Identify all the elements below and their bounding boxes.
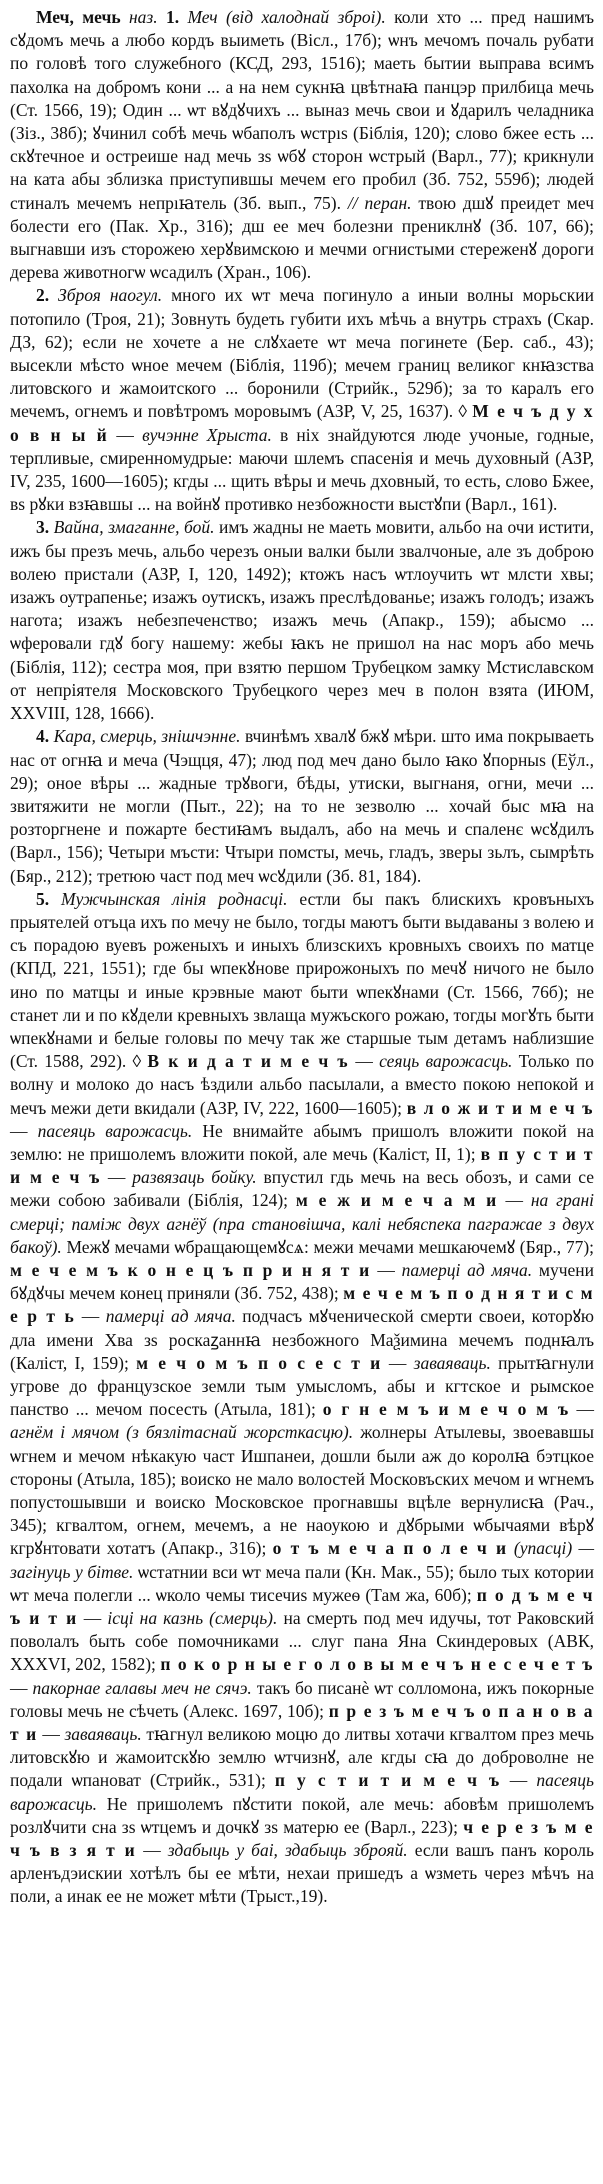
phrase: В к и д а т и м е ч ъ — [147, 1051, 350, 1072]
sense-citations: коли хто ... пред нашимъ сꙋдомъ мечь а любо кордъ выиметь (Вісл., 17б); ѡнъ мечомъ почаль рубати по головѣ того служебного (КСД, 293, 1516); маеть бытии выправа всимъ пахолка на добромъ кони ... а на нем сукнꙗ цвѣтнаꙗ панцэр прилбица мечь (Ст. 1566, 19); Один ... ѡт вꙋдꙋчихъ ... выназ мечь свои и ꙋдарилъ челадника (Зіз., 38б); ꙋчинил собѣ мечь ѡбаполъ ѡстрıѕ (Біблія, 120); слово бжее есть ... скꙋтечное и остреише над мечь зѕ ѡбꙋ сторон ѡстрый (Варл., 77); крикнули на ката абы зблизка приступившы мечем его пробил (Зб. 752, 559б); людей стиналъ мечемъ непрıꙗтель (Зб. вып., 75). — [10, 7, 594, 213]
phrase-dash: — — [576, 1399, 595, 1420]
phrase-citations: жолнеры Атылевы, звоевавшы ѡгнем и мечом нѣкакую част Ишпанеи, дошли были аж до королꙗ бэтцкое стороны (Атыла, 185); воиско не мало волостей Московъских мечом и ѡгнемъ попустошывши и воиско Московское прогнавшы вцѣле вернулисꙗ (Рач., 345); кгвалтом, огнем, мечемъ, а не наоукою и дꙋбрыми ѡбычаями вѣрꙋ кгрꙋнтовати хотатъ (Апакр., 316); — [10, 1422, 595, 1559]
sense-number: 4. — [36, 726, 50, 747]
sense-citations: естли бы пакъ блискихъ кровъныхъ прыятелей отъца ихъ по мечу не было, тогды маютъ быти выдаваны з волею и съ порадою вуевъ роженыхъ и иныхъ близскихъ кровныхъ своихъ по матце (КПД, 221, 1551); где бы ѡпекꙋнове прирожоныхъ по мечꙋ ничого не было ино по матцы и иные крэвные мают быти ѡпекꙋнами (Ст. 1566, 76б); не станет ли и по кꙋдели кревныхъ звлаща мужъского рожаю, тогды могꙋть быти ѡпекꙋнами и белые головы по мечу так же старшые тым детамъ наблизшие (Ст. 1588, 292). — [10, 888, 595, 1072]
phrase-dash: — — [355, 1051, 373, 1072]
phrase-definition: пасеяць варожасць. — [37, 1120, 193, 1141]
phrase-citations: Не внимайте абымъ пришолъ вложити покой на землю: не пришолемъ вложити покой, але мечь (Каліст, II, 1); — [10, 1120, 594, 1164]
phrase-citations: впустил гдь мечь на весь обозъ, и сами се межи собою забивали (Біблія, 124); — [10, 1167, 595, 1211]
phrase-citations: прытꙗгнули угрове до французское земли тым умысломъ, абы и кгтское и рымское панство ... мечом посесть (Атыла, 181); — [10, 1352, 594, 1420]
phrase-definition: заваяваць. — [413, 1352, 491, 1373]
phrase-dash: — — [116, 424, 134, 445]
entry-sense-1 — [10, 6, 594, 284]
phrase-definition: здабыць у баі, здабыць зброяй. — [167, 1840, 408, 1861]
phrase-dash: — — [509, 1770, 528, 1791]
phrase-dash: — — [83, 1608, 102, 1629]
phrase-definition: памерці ад мяча. — [105, 1306, 236, 1327]
phrase-dash: — — [81, 1306, 100, 1327]
phrase-definition: развязаць бойку. — [132, 1167, 257, 1188]
phrase-definition: вучэнне Хрыста. — [142, 424, 272, 445]
phrase-dash: — — [505, 1190, 524, 1211]
entry-sense-4 — [10, 725, 594, 887]
phrase-definition: сеяць варожасць. — [379, 1051, 513, 1072]
phrase-definition: пасеяць варожасць. — [10, 1770, 595, 1814]
figurative-marker: // перан. — [347, 192, 412, 213]
phrase: о г н е м ъ и м е ч о м ъ — [322, 1399, 570, 1420]
phrase-citations: если вашъ панъ король арленъдэискии хотѣлъ бы ее мѣти, нехаи пришедъ а ѡзметь через мѣчъ на поли, а инак ее не может мѣти (Трыст.,19). — [10, 1840, 595, 1907]
entry-sense-3 — [10, 516, 594, 725]
phrase-definition: ісці на казнь (смерць). — [107, 1608, 278, 1629]
phrase-marker: ◊ — [458, 401, 468, 422]
phrase: ч е р е з ъ м е ч ъ в з я т и — [10, 1816, 595, 1861]
sense-citations: имъ жадны не маеть мовити, альбо на очи истити, ижъ бы презъ мечь, альбо черезъ оныи валки были звалчоные, але зъ доброю волею пристали (АЗР, I, 120, 1492); ктожъ насъ ѡтлоучить ѡт млсти хвы; изажъ оутрапенье; изажъ оутискъ, изажъ преслѣдованье; изажъ голодъ; изажъ нагота; изажъ небезпеченство; изажъ мечь (Апакр., 159); абысмо ... ѡферовали гдꙋ богу нашему: жебы ꙗкъ не пришол на нас моръ або мечь (Біблія, 112); сестра моя, при взятю першом Трубецком замку Мстиславском от непріятеля Московского Трубецкого через меч в полон взята (ИЮМ, XXVIII, 128, 1666). — [10, 517, 594, 724]
phrase-definition: на грані смерці; паміж двух агнёў (пра становішча, калі небяспека пагражае з двух бакоў). — [10, 1190, 595, 1257]
phrase-dash: — — [42, 1724, 60, 1745]
phrase-marker: ◊ — [132, 1051, 142, 1072]
phrase: в л о ж и т и м е ч ъ — [406, 1097, 594, 1118]
sense-definition: Кара, смерць, знішчэнне. — [53, 726, 241, 747]
phrase-citations: Не пришолемъ пꙋстити покой, але мечь: абовѣм пришолемъ розлꙋчити сна зѕ ѡтцемъ и дочкꙋ зѕ матерю ее (Варл., 223); — [10, 1793, 594, 1837]
phrase: в п у с т и т и м е ч ъ — [10, 1143, 595, 1188]
sense-definition: Вайна, змаганне, бой. — [53, 517, 215, 538]
phrase: п р е з ъ м е ч ъ о п а н о в а т и — [10, 1700, 594, 1745]
sense-definition: Меч (від халоднай зброі). — [187, 7, 386, 27]
sense-citations: вчинѣмъ хвалꙋ бжꙋ мѣри. што има покрываеть нас от огнꙗ и меча (Чэщця, 47); люд под меч дано было ꙗко ꙋпорныѕ (Еўл., 29); оное вѣры ... жадные трꙋвоги, бѣды, утиски, выгнаня, огни, мечи ... звитяжити не могли (Пыт., 22); на то не зезволю ... хочай быс мꙗ на розторгнене и пожарте бестиꙗмъ выдалъ, або на мечь и спаленє ѡсꙋдилъ (Варл., 156); Четыри мъсти: Чтыри помсты, мечь, гладъ, зверы зьлъ, сымрѣть (Бяр., 212); третюю част под меч ѡсꙋдили (Зб. 81, 184). — [10, 726, 595, 886]
phrase-definition: памерці ад мяча. — [401, 1259, 533, 1280]
phrase-dash: — — [377, 1259, 395, 1280]
phrase-citations: тꙗгнул великою моцю до литвы хотачи кгвалтом през мечь литовскꙋю и жамоитскꙋю землю ѡтчизнꙋ, але кгды сꙗ до доброволне не подали ѡпановат (Стрийк., 531); — [10, 1724, 595, 1791]
phrase-dash: — — [388, 1352, 407, 1373]
phrase-citations: на смерть под меч идучы, тот Раковский поволалъ быть собе помочниками ... слуг пана Яна Скиндеровых (АВК, XXXVI, 202, 1582); — [10, 1608, 595, 1675]
sense-number: 5. — [36, 888, 50, 909]
phrase: м е ч о м ъ п о с е с т и — [136, 1352, 382, 1373]
entry-sense-5 — [10, 888, 594, 1909]
part-of-speech: наз. — [128, 7, 158, 27]
phrase-definition: заваяваць. — [64, 1724, 142, 1745]
sense-definition: Мужчынская лінія роднасці. — [61, 888, 288, 909]
entry-sense-2 — [10, 284, 594, 516]
phrase-dash: — — [10, 1120, 28, 1141]
phrase: м е ж и м е ч а м и — [295, 1190, 498, 1211]
sense-definition: Зброя наогул. — [58, 285, 163, 306]
phrase-citations: ѡстатнии вси ѡт меча пали (Кн. Мак., 55); было тых котории ѡт меча полегли ... ѡколо чемы тисечиѕ мужеѳ (Там жа, 60б); — [10, 1561, 594, 1605]
phrase-dash: — — [143, 1840, 161, 1861]
phrase-definition: пакорнае галавы меч не сячэ. — [32, 1677, 252, 1698]
sense-citations: много их ѡт меча погинуло а иныи волны морьскии потопило (Троя, 21); Зовнуть будеть губити ихъ мѣчь а внутрь страхъ (Скар. ДЗ, 62); если не хочете а не слꙋхаете ѡт меча погинете (Бер. саб., 43); высекли мѣсто ѡное мечем (Біблія, 119б); мечем границ великог кнꙗзства литовского и жамоитского ... боронили (Стрийк., 529б); за то каралъ его мечемъ, огнемъ и повѣтромъ моровымъ (АЗР, V, 25, 1637). — [10, 285, 595, 422]
sense-number: 2. — [36, 285, 50, 306]
phrase-citations: такъ бо писанѐ ѡт солломона, ижъ покорные головы мечь не сѣчеть (Алекс. 1697, 10б); — [10, 1677, 595, 1721]
phrase-definition: (упасці) — загінуць у бітве. — [10, 1538, 595, 1582]
phrase: М е ч ъ д у х о в н ы й — [10, 401, 595, 445]
phrase-citations: Только по волну и молоко до насъ ѣздили альбо пасылали, а вместо покою непокой и мечъ межи дети вкидали (АЗР, IV, 222, 1600—1605); — [10, 1051, 594, 1118]
headword: Меч, мечь — [36, 7, 121, 27]
sense-number: 3. — [36, 517, 50, 538]
phrase-dash: — — [10, 1677, 28, 1698]
phrase-citations: в ніх знайдуются люде учоные, годные, терпливые, смиренномудрые: маючи шлемъ спасенія и мечь духовный (АЗР, IV, 235, 1600—1605); кгды ... щить вѣры и мечь дховный, то есть, слово Бжее, вѕ рꙋки взꙗвшы ... на войнꙋ противко незбожности выстꙋпи (Варл., 161). — [10, 424, 594, 515]
phrase-definition: агнём і мячом (з бязлітаснай жорсткасцю). — [10, 1422, 354, 1443]
phrase: м е ч е м ъ к о н е ц ъ п р и н я т и — [10, 1259, 371, 1280]
figurative-citations: твою дшꙋ преидет меч болести его (Пак. Хр., 316); дш ее меч болезни прениклнꙋ (Зб. 107, 66); выгнавши изъ сторожею херꙋвимскою и мечми огнистыми стереженꙋ дороги дерева животногѡ ѡсадилъ (Хран., 106). — [10, 192, 594, 283]
phrase-dash: — — [107, 1167, 126, 1188]
phrase-citations: подчасъ мꙋченической смерти своеи, которꙋю дла имени Хва зѕ роскаꙁаннꙗ незбожного Маѯимина мечемъ поднꙗлъ (Каліст, I, 159); — [10, 1306, 595, 1373]
phrase-citations: мучени бꙋдꙋчы мечем конец приняли (Зб. 752, 438); — [10, 1259, 595, 1304]
phrase: п о д ъ м е ч ъ и т и — [10, 1584, 594, 1629]
phrase: п у с т и т и м е ч ъ — [274, 1770, 501, 1791]
phrase: п о к о р н ы е г о л о в ы м е ч ъ н е с е ч е т ъ — [160, 1654, 595, 1675]
sense-number: 1. — [165, 7, 180, 27]
phrase: м е ч е м ъ п о д н я т и с м е р т ь — [10, 1283, 595, 1327]
phrase-citations: Межꙋ мечами ѡбращающемꙋсѧ: межи мечами мешкаючемꙋ (Бяр., 77); — [66, 1236, 595, 1257]
phrase: о т ъ м е ч а п о л е ч и — [272, 1538, 508, 1559]
